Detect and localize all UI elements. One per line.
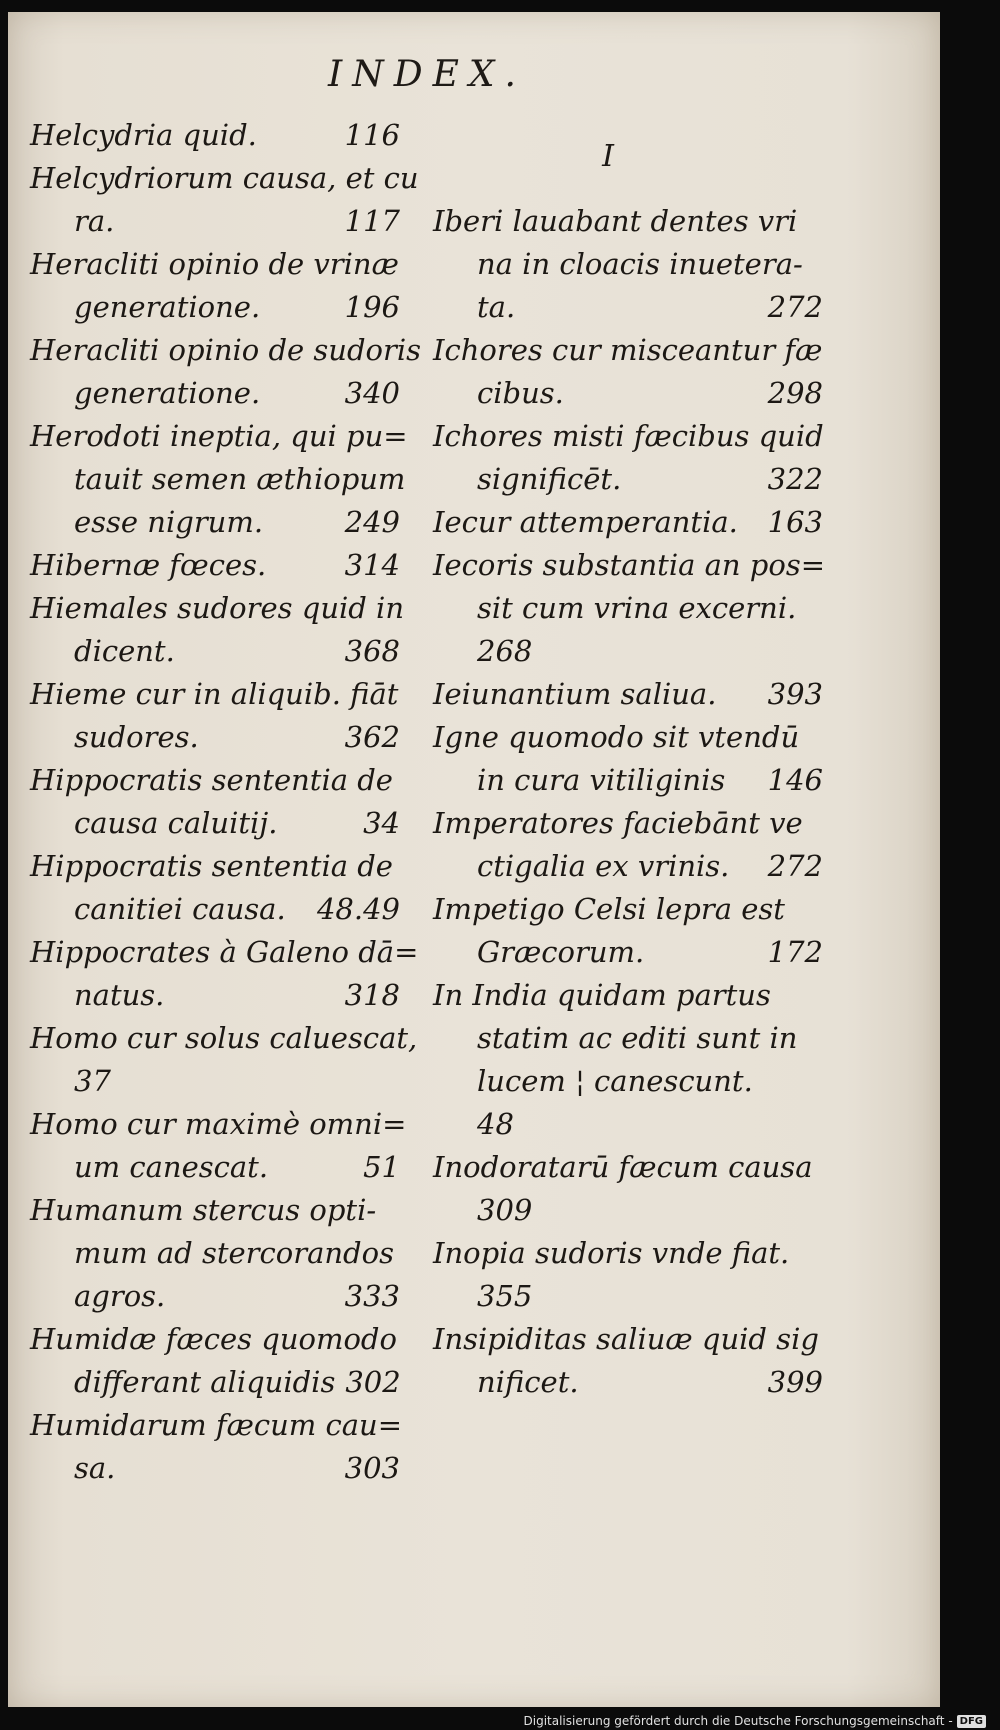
index-entry: [433, 1146, 823, 1232]
entry-line: [30, 114, 400, 157]
page-number: 303: [344, 1451, 400, 1485]
index-entry: [30, 544, 400, 587]
entry-text: na in cloacis inuetera-: [477, 247, 803, 281]
entry-text: Hippocratis sententia de: [30, 763, 393, 797]
index-entry: [433, 544, 826, 673]
entry-text: significēt.: [477, 462, 622, 496]
index-entry: [30, 845, 400, 931]
entry-line: [433, 845, 823, 888]
entry-text: Homo cur solus caluescat,: [30, 1021, 418, 1055]
index-entry: [30, 931, 419, 1017]
index-entry: [30, 587, 405, 673]
entry-text: Græcorum.: [477, 935, 645, 969]
entry-line: [30, 802, 400, 845]
entry-text: Inodoratarū fæcum causa: [433, 1150, 813, 1184]
entry-line: [433, 888, 823, 931]
entry-text: 37: [74, 1064, 111, 1098]
index-entry: [30, 1103, 407, 1189]
entry-line: [30, 415, 408, 458]
entry-text: Herodoti ineptia, qui pu=: [30, 419, 408, 453]
index-entry: [30, 673, 400, 759]
entry-line: [433, 501, 823, 544]
entry-text: dicent.: [74, 634, 175, 668]
entry-text: Impetigo Celsi lepra est: [433, 892, 785, 926]
book-page: [8, 12, 940, 1707]
index-entry: [433, 415, 823, 501]
entry-text: Heracliti opinio de vrinæ: [30, 247, 399, 281]
page-number: 399: [767, 1365, 823, 1399]
index-entry: [30, 415, 408, 544]
entry-text: Humidæ fæces quomodo: [30, 1322, 397, 1356]
index-entry: [433, 1318, 823, 1404]
entry-text: Hibernæ fœces.: [30, 548, 267, 582]
entry-line: [433, 931, 823, 974]
page-number: 368: [344, 634, 400, 668]
entry-line: [30, 1318, 400, 1361]
page-number: 393: [767, 677, 823, 711]
index-entry: [30, 243, 400, 329]
page-number: 272: [767, 290, 823, 324]
entry-line: [433, 1017, 823, 1060]
entry-line: [30, 329, 422, 372]
entry-text: mum ad stercorandos: [74, 1236, 394, 1270]
entry-text: Ieiunantium saliua.: [433, 677, 717, 711]
index-entry: [30, 329, 422, 415]
entry-text: in cura vitiliginis: [477, 763, 726, 797]
index-entry: [30, 1189, 400, 1318]
index-entry: [433, 329, 823, 415]
entry-text: ra.: [74, 204, 115, 238]
entry-line: [433, 329, 823, 372]
page-number: 172: [767, 935, 823, 969]
entry-line: [433, 415, 823, 458]
entry-line: [433, 673, 823, 716]
entry-line: [433, 1275, 823, 1318]
entry-text: Igne quomodo sit vtendū: [433, 720, 800, 754]
entry-text: esse nigrum.: [74, 505, 264, 539]
entry-line: [30, 888, 400, 931]
entry-line: [30, 1275, 400, 1318]
page-number: 48.49: [316, 892, 400, 926]
entry-line: [30, 931, 419, 974]
page-number: 249: [344, 505, 400, 539]
entry-text: nificet.: [477, 1365, 579, 1399]
page-number: 318: [344, 978, 400, 1012]
entry-line: [30, 1060, 400, 1103]
entry-line: [30, 501, 400, 544]
entry-text: Hippocrates à Galeno dā=: [30, 935, 419, 969]
digitization-credit: [524, 1714, 987, 1728]
page-number: 163: [767, 505, 823, 539]
entry-text: Hieme cur in aliquib. fiāt: [30, 677, 399, 711]
entry-text: cibus.: [477, 376, 564, 410]
entry-text: um canescat.: [74, 1150, 269, 1184]
index-entry: [30, 157, 419, 243]
entry-text: 355: [477, 1279, 533, 1313]
entry-line: [433, 243, 823, 286]
page-number: 340: [344, 376, 400, 410]
page-number: 196: [344, 290, 400, 324]
entry-text: Humidarum fæcum cau=: [30, 1408, 402, 1442]
page-number: 333: [344, 1279, 400, 1313]
entry-text: In India quidam partus: [433, 978, 771, 1012]
entry-text: Insipiditas saliuæ quid sig: [433, 1322, 819, 1356]
index-entry: [30, 1404, 400, 1490]
entry-text: Helcydria quid.: [30, 118, 257, 152]
entry-text: Iecur attemperantia.: [433, 505, 738, 539]
entry-line: [30, 759, 400, 802]
index-entry: [433, 1232, 823, 1318]
entry-text: generatione.: [74, 290, 261, 324]
entry-line: [30, 845, 400, 888]
entry-text: sudores.: [74, 720, 199, 754]
entry-line: [433, 1189, 823, 1232]
entry-line: [433, 544, 826, 587]
entry-text: differant aliquidis: [74, 1365, 336, 1399]
page-number: 298: [767, 376, 823, 410]
entry-line: [30, 544, 400, 587]
entry-text: Ichores misti fæcibus quid: [433, 419, 824, 453]
entry-text: tauit semen æthiopum: [74, 462, 406, 496]
index-entry: [30, 114, 400, 157]
entry-line: [433, 802, 823, 845]
entry-line: [30, 1232, 400, 1275]
entry-text: Hiemales sudores quid in: [30, 591, 405, 625]
entry-line: [433, 974, 823, 1017]
entry-text: Heracliti opinio de sudoris: [30, 333, 422, 367]
entry-line: [30, 200, 400, 243]
entry-line: [433, 630, 823, 673]
page-number: 272: [767, 849, 823, 883]
entry-line: [433, 1232, 823, 1275]
entry-text: 309: [477, 1193, 533, 1227]
page-number: 302: [345, 1365, 401, 1399]
entry-text: ctigalia ex vrinis.: [477, 849, 730, 883]
entry-text: statim ac editi sunt in: [477, 1021, 798, 1055]
entry-text: 268: [477, 634, 533, 668]
entry-text: causa caluitij.: [74, 806, 278, 840]
entry-line: [433, 759, 823, 802]
entry-line: [30, 1017, 418, 1060]
page-number: 34: [363, 806, 400, 840]
index-entry: [30, 759, 400, 845]
entry-text: agros.: [74, 1279, 166, 1313]
page-number: 117: [344, 204, 400, 238]
entry-line: [433, 1318, 823, 1361]
page-number: 146: [767, 763, 823, 797]
entry-text: ta.: [477, 290, 516, 324]
entry-text: Imperatores faciebānt ve: [433, 806, 803, 840]
entry-line: [30, 587, 405, 630]
entry-text: sit cum vrina excerni.: [477, 591, 797, 625]
page-number: 362: [344, 720, 400, 754]
index-entry: [433, 974, 823, 1146]
entry-line: [30, 372, 400, 415]
entry-line: [433, 458, 823, 501]
entry-line: [433, 587, 823, 630]
entry-text: Homo cur maximè omni=: [30, 1107, 407, 1141]
entry-line: [30, 630, 400, 673]
index-entries-right: [433, 200, 826, 1404]
page-number: 314: [344, 548, 400, 582]
entry-line: [433, 372, 823, 415]
entry-line: [30, 157, 419, 200]
page-header: INDEX.: [328, 54, 526, 95]
entry-text: Hippocratis sententia de: [30, 849, 393, 883]
page-number: 322: [767, 462, 823, 496]
index-entry: [30, 1017, 418, 1103]
entry-line: [30, 974, 400, 1017]
entry-line: [433, 286, 823, 329]
index-entry: [433, 501, 823, 544]
index-column-left: [30, 114, 422, 1490]
entry-text: Inopia sudoris vnde fiat.: [433, 1236, 790, 1270]
index-entry: [433, 802, 823, 888]
entry-line: [30, 1447, 400, 1490]
credit-text: Digitalisierung gefördert durch die Deutsche Forschungsgemeinschaft -: [523, 1714, 953, 1728]
entry-line: [30, 243, 400, 286]
index-column-right: [433, 114, 826, 1404]
entry-line: [30, 458, 406, 501]
entry-text: Ichores cur misceantur fæ: [433, 333, 823, 367]
entry-text: Iberi lauabant dentes vri: [433, 204, 798, 238]
entry-text: sa.: [74, 1451, 116, 1485]
entry-line: [30, 1361, 400, 1404]
entry-line: [30, 286, 400, 329]
page-number: 116: [344, 118, 400, 152]
entry-text: 48: [477, 1107, 514, 1141]
index-entry: [30, 1318, 400, 1404]
entry-text: natus.: [74, 978, 165, 1012]
index-entry: [433, 673, 823, 716]
entry-line: [433, 1103, 823, 1146]
entry-line: [30, 673, 400, 716]
entry-line: [433, 1146, 823, 1189]
entry-line: [433, 1361, 823, 1404]
entry-line: [433, 1060, 823, 1103]
entry-line: [30, 1103, 407, 1146]
dfg-logo: DFG: [957, 1715, 986, 1728]
entry-line: [433, 716, 823, 759]
index-entry: [433, 888, 823, 974]
page-number: 51: [363, 1150, 400, 1184]
entry-text: Helcydriorum causa, et cu: [30, 161, 419, 195]
section-letter: I: [602, 139, 614, 174]
entry-text: generatione.: [74, 376, 261, 410]
entry-text: Humanum stercus opti-: [30, 1193, 377, 1227]
entry-line: [30, 1189, 400, 1232]
entry-text: Iecoris substantia an pos=: [433, 548, 826, 582]
entry-text: canitiei causa.: [74, 892, 286, 926]
entry-line: [30, 1404, 400, 1447]
entry-text: lucem ¦ canescunt.: [477, 1064, 753, 1098]
index-entry: [433, 716, 823, 802]
index-entry: [433, 200, 823, 329]
entry-line: [433, 200, 823, 243]
entry-line: [30, 716, 400, 759]
entry-line: [30, 1146, 400, 1189]
